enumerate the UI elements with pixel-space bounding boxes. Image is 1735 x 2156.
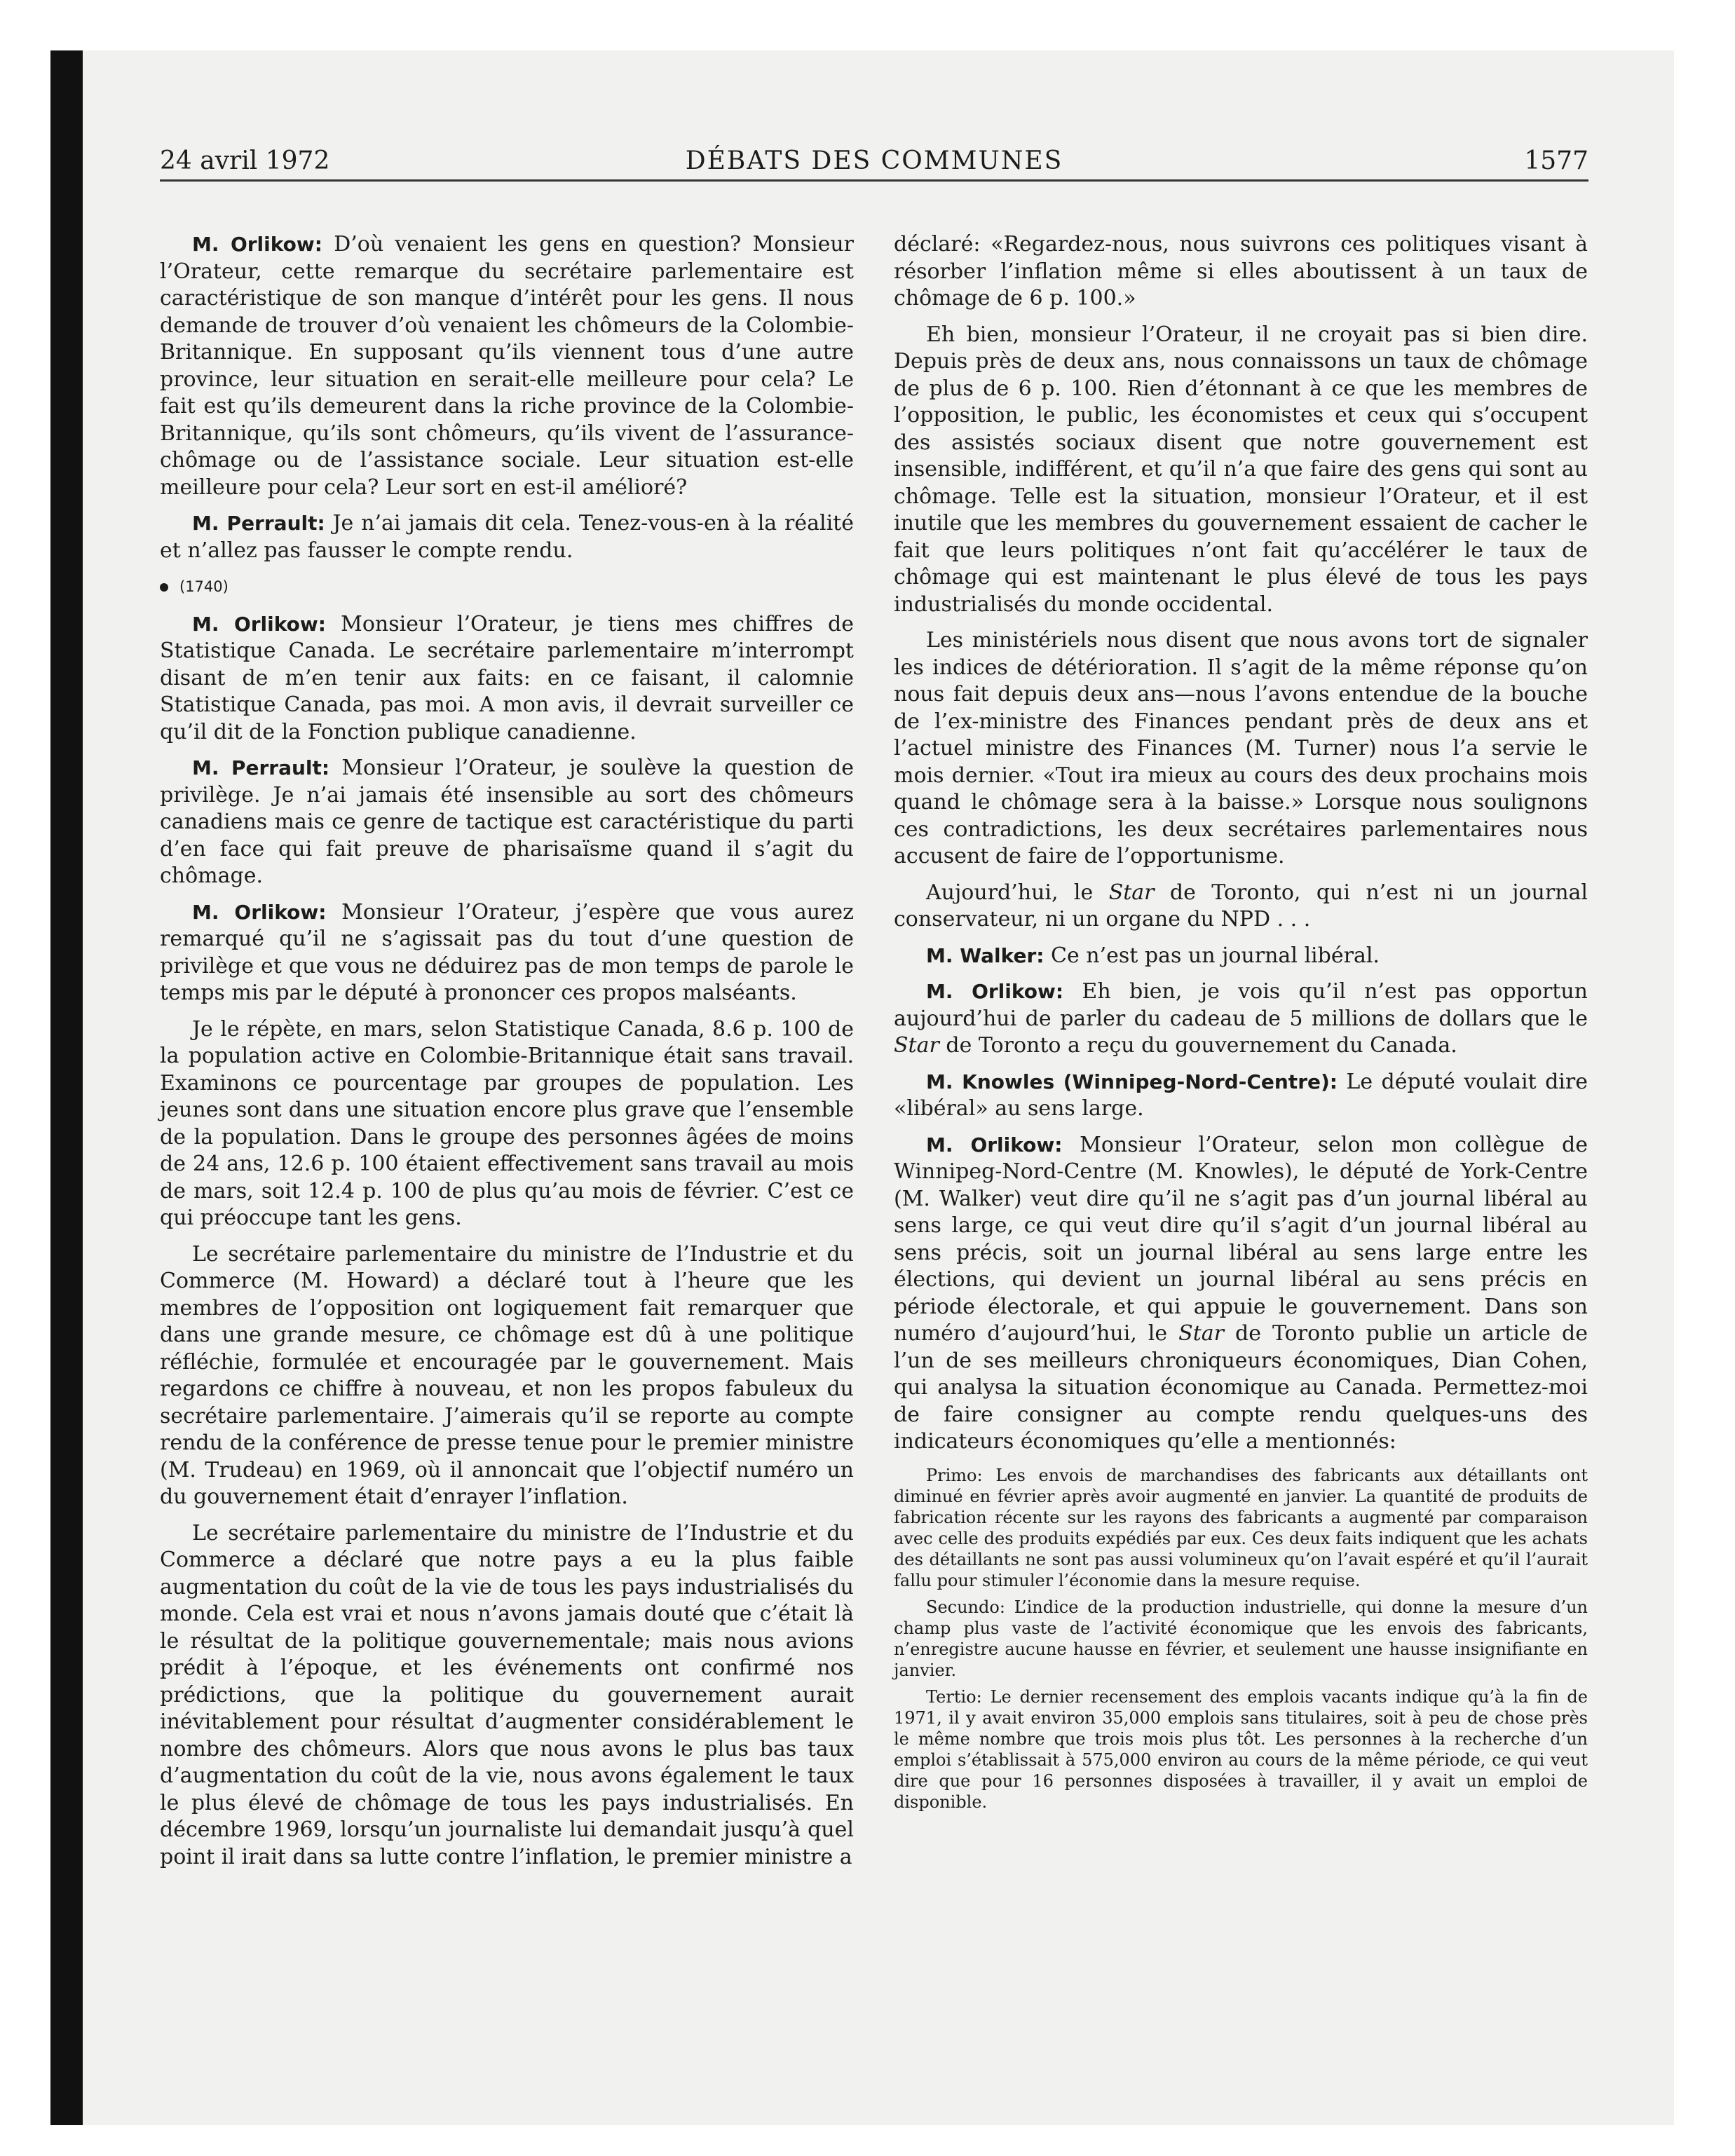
header-page-number: 1577	[1524, 146, 1588, 175]
time-marker	[160, 573, 854, 601]
paragraph-text: Aujourd’hui, le	[926, 880, 1109, 905]
newspaper-name: Star	[1108, 880, 1155, 905]
paragraph-ministers	[894, 627, 1588, 871]
time-marker-text: (1740)	[179, 578, 229, 595]
quote-secundo: Secundo: L’indice de la production industrielle, qui donne la mesure d’un champ plus vaste de l’activité économique que les envois des fabricants, n’enregistre aucune hausse en février, et seulement une hausse insignifiante en janvier.	[894, 1597, 1588, 1680]
paragraph-text: de Toronto a reçu du gouvernement du Canada.	[939, 1033, 1457, 1058]
right-column	[894, 231, 1588, 1818]
speaker-name: M. Orlikow:	[192, 900, 327, 924]
paragraph-statistics	[160, 1016, 854, 1232]
paragraph-text: Eh bien, je vois qu’il n’est pas opportun aujourd’hui de parler du cadeau de 5 millions de dollars que le	[894, 979, 1588, 1031]
paragraph-text: Ce n’est pas un journal libéral.	[1051, 943, 1380, 968]
paragraph-orlikow-5	[894, 1132, 1588, 1456]
paragraph-perrault-2	[160, 755, 854, 890]
paragraph-text: Monsieur l’Orateur, selon mon collègue de Winnipeg-Nord-Centre (M. Knowles), le député de York-Centre (M. Walker) veut dire qu’il ne s’agit pas d’un journal libéral au sens large, ce qui veut dire qu’il s’agit d’un journal libéral au sens précis, soit un journal libéral au sens large entre les élections, qui devient un journal libéral au sens précis en période électorale, et qui appuie le gouvernement. Dans son numéro d’aujourd’hui, le	[894, 1132, 1588, 1346]
speaker-name: M. Orlikow:	[926, 1133, 1063, 1157]
quote-tertio: Tertio: Le dernier recensement des emplois vacants indique qu’à la fin de 1971, il y avait environ 35,000 emplois sans titulaires, soit à peu de chose près le même nombre que trois mois plus tôt. Les personnes à la recherche d’un emploi s’établissait à 575,000 environ au cours de la même période, ce qui veut dire que pour 16 personnes disposées à travailler, il y avait un emploi de disponible.	[894, 1686, 1588, 1812]
paragraph-orlikow-2	[160, 611, 854, 746]
page-header	[160, 143, 1588, 182]
header-title: DÉBATS DES COMMUNES	[685, 146, 1063, 175]
paragraph-unemployment-rate	[894, 322, 1588, 619]
speaker-name: M. Perrault:	[192, 756, 330, 779]
paragraph-star-today	[894, 880, 1588, 934]
paragraph-howard	[160, 1241, 854, 1511]
binding-edge	[50, 50, 83, 2125]
paragraph-text: Eh bien, monsieur l’Orateur, il ne croyait pas si bien dire. Depuis près de deux ans, nous connaissons un taux de chômage de plus de 6 p. 100. Rien d’étonnant à ce que les membres de l’opposition, le public, les économistes et ceux qui s’occupent des assistés sociaux disent que notre gouvernement est insensible, indifférent, et qu’il n’a que faire des gens qui sont au chômage. Telle est la situation, monsieur l’Orateur, et il est inutile que les membres du gouvernement essaient de cacher le fait que leurs politiques n’ont fait qu’accélérer le taux de chômage qui est maintenant le plus élevé de tous les pays industrialisés du monde occidental.	[894, 322, 1588, 617]
paragraph-continuation	[894, 231, 1588, 313]
speaker-name: M. Orlikow:	[192, 612, 326, 636]
paragraph-text: de Toronto publie un article de l’un de ses meilleurs chroniqueurs économiques, Dian Cohen, qui analysa la situation économique au Canada. Permettez-moi de faire consigner au compte rendu quelques-uns des indicateurs économiques qu’elle a mentionnés:	[894, 1321, 1588, 1454]
paragraph-perrault-1	[160, 510, 854, 564]
quote-primo: Primo: Les envois de marchandises des fabricants aux détaillants ont diminué en février après avoir augmenté en janvier. La quantité de produits de fabrication récente sur les rayons des fabricants a augmenté par comparaison avec celle des produits expédiés par eux. Ces deux faits indiquent que les achats des détaillants ne sont pas aussi volumineux qu’on l’avait espéré et qu’il l’aurait fallu pour stimuler l’économie dans la mesure requise.	[894, 1465, 1588, 1590]
header-date: 24 avril 1972	[160, 146, 330, 175]
speaker-name: M. Perrault:	[192, 512, 325, 535]
speaker-name: M. Orlikow:	[926, 980, 1064, 1003]
paragraph-text: déclaré: «Regardez-nous, nous suivrons ces politiques visant à résorber l’inflation même si elles aboutissent à un taux de chômage de 6 p. 100.»	[894, 232, 1588, 311]
bullet-icon	[160, 583, 168, 592]
paragraph-walker	[894, 943, 1588, 970]
paragraph-text: Les ministériels nous disent que nous avons tort de signaler les indices de détérioration. Il s’agit de la même réponse qu’on nous fait depuis deux ans—nous l’avons entendue de la bouche de l’ex-ministre des Finances pendant près de deux ans et l’actuel ministre des Finances (M. Turner) nous l’a servie le mois dernier. «Tout ira mieux au cours des deux prochains mois quand le chômage sera à la baisse.» Lorsque nous soulignons ces contradictions, les deux secrétaires parlementaires nous accusent de faire de l’opportunisme.	[894, 628, 1588, 868]
paragraph-text: Le secrétaire parlementaire du ministre de l’Industrie et du Commerce (M. Howard) a déclaré tout à l’heure que les membres de l’opposition ont logiquement fait remarquer que dans une grande mesure, ce chômage est dû à une politique réfléchie, formulée et encouragée par le gouvernement. Mais regardons ce chiffre à nouveau, et non les propos fabuleux du secrétaire parlementaire. J’aimerais qu’il se reporte au compte rendu de la conférence de presse tenue pour le premier ministre (M. Trudeau) en 1969, où il annoncait que l’objectif numéro un du gouvernement était d’enrayer l’inflation.	[160, 1241, 854, 1509]
paragraph-text: Je le répète, en mars, selon Statistique Canada, 8.6 p. 100 de la population active en Colombie-Britannique était sans travail. Examinons ce pourcentage par groupes de population. Les jeunes sont dans une situation encore plus grave que l’ensemble de la population. Dans le groupe des personnes âgées de moins de 24 ans, 12.6 p. 100 étaient effectivement sans travail au mois de mars, soit 12.4 p. 100 de plus qu’au mois de février. C’est ce qui préoccupe tant les gens.	[160, 1016, 854, 1230]
paragraph-orlikow-3	[160, 899, 854, 1007]
paragraph-text: Monsieur l’Orateur, je tiens mes chiffres de Statistique Canada. Le secrétaire parlementaire m’interrompt disant de m’en tenir aux faits: en ce faisant, il calomnie Statistique Canada, pas moi. A mon avis, il devrait surveiller ce qu’il dit de la Fonction publique canadienne.	[160, 611, 854, 744]
speaker-name: M. Orlikow:	[192, 233, 322, 256]
paragraph-text: Monsieur l’Orateur, je soulève la question de privilège. Je n’ai jamais été insensible au sort des chômeurs canadiens mais ce genre de tactique est caractéristique du parti d’en face qui fait preuve de pharisaïsme quand il s’agit du chômage.	[160, 756, 854, 888]
left-column	[160, 231, 854, 1880]
newspaper-name: Star	[1178, 1321, 1224, 1346]
paragraph-cost-of-living	[160, 1520, 854, 1871]
paragraph-text: Le député voulait dire «libéral» au sens large.	[894, 1069, 1588, 1121]
newspaper-name: Star	[894, 1033, 939, 1058]
paragraph-text: de Toronto, qui n’est ni un journal conservateur, ni un organe du NPD . . .	[894, 880, 1588, 932]
paragraph-knowles	[894, 1069, 1588, 1123]
paragraph-orlikow-1	[160, 231, 854, 501]
paragraph-text: Je n’ai jamais dit cela. Tenez-vous-en à la réalité et n’allez pas fausser le compte rendu.	[160, 511, 854, 563]
paragraph-text: Le secrétaire parlementaire du ministre de l’Industrie et du Commerce a déclaré que notre pays a eu la plus faible augmentation du coût de la vie de tous les pays industrialisés du monde. Cela est vrai et nous n’avons jamais douté que c’était là le résultat de la politique gouvernementale; mais nous avions prédit à l’époque, et les événements ont confirmé nos prédictions, que la politique du gouvernement aurait inévitablement pour résultat d’augmenter considérablement le nombre des chômeurs. Alors que nous avons le plus bas taux d’augmentation du coût de la vie, nous avons également le taux le plus élevé de chômage de tous les pays industrialisés. En décembre 1969, lorsqu’un journaliste lui demandait jusqu’à quel point il irait dans sa lutte contre l’inflation, le premier ministre a	[160, 1520, 854, 1869]
speaker-name: M. Knowles (Winnipeg-Nord-Centre):	[926, 1070, 1338, 1093]
paragraph-text: Monsieur l’Orateur, j’espère que vous aurez remarqué qu’il ne s’agissait pas du tout d’une question de privilège et que vous ne déduirez pas de mon temps de parole le temps mis par le député à prononcer ces propos malséants.	[160, 899, 854, 1005]
paragraph-text: D’où venaient les gens en question? Monsieur l’Orateur, cette remarque du secrétaire parlementaire est caractéristique de son manque d’intérêt pour les gens. Il nous demande de trouver d’où venaient les chômeurs de la Colombie-Britannique. En supposant qu’ils viennent tous d’une autre province, leur situation en serait-elle meilleure pour cela? Le fait est qu’ils demeurent dans la riche province de la Colombie-Britannique, qu’ils sont chômeurs, qu’ils vivent de l’assurance-chômage ou de l’assistance sociale. Leur situation est-elle meilleure pour cela? Leur sort en est-il amélioré?	[160, 232, 854, 500]
speaker-name: M. Walker:	[926, 943, 1045, 967]
paragraph-orlikow-4	[894, 978, 1588, 1060]
